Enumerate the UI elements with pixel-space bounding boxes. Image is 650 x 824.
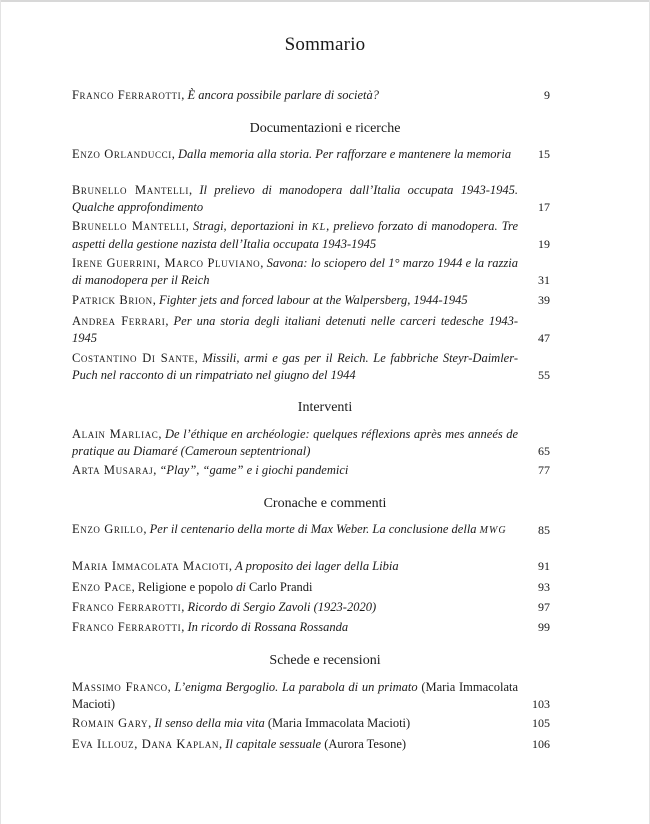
entry-author: Eva Illouz, Dana Kaplan	[72, 737, 219, 751]
entry-page-number: 9	[544, 88, 550, 102]
entry-author: Arta Musaraj	[72, 463, 154, 477]
entry-title: È ancora possibile parlare di società?	[187, 88, 380, 102]
entry-page-number: 93	[538, 580, 550, 594]
toc-entry-text: Arta Musaraj, “Play”, “game” e i giochi pandemici	[72, 463, 349, 477]
entry-author: Patrick Brion	[72, 293, 153, 307]
entry-author: Franco Ferrarotti	[72, 600, 182, 614]
toc-entry-text: Enzo Grillo, Per il centenario della morte di Max Weber. La conclusione della MWG	[72, 522, 507, 536]
entry-page-number: 65	[538, 444, 550, 458]
toc-entry-text: Franco Ferrarotti, È ancora possibile parlare di società?	[72, 88, 380, 102]
toc-entry[interactable]	[72, 462, 550, 479]
entry-title: Missili, armi e gas per il Reich. Le fabbriche Steyr-Daimler-Puch nel racconto di un rimpatriato nel giugno del 1944	[72, 351, 518, 382]
entry-title: Il capitale sessuale	[225, 737, 322, 751]
entry-page-number: 91	[538, 559, 550, 573]
entry-title: Per una storia degli italiani detenuti nelle carceri tedesche 1943-1945	[72, 314, 519, 345]
entry-page-number: 17	[538, 200, 550, 214]
toc-entry-text: Enzo Pace, Religione e popolo di Carlo Prandi	[72, 580, 313, 594]
entry-title-subject: Carlo Prandi	[248, 580, 313, 594]
entry-author: Enzo Orlanducci	[72, 147, 172, 161]
entry-title-part: , prelievo forzato di manodopera. Tre aspetti della gestione nazista dell’Italia occupata 1943-1945	[72, 219, 518, 251]
toc-entry-text: Costantino Di Sante, Missili, armi e gas per il Reich. Le fabbriche Steyr-Daimler-Puch nel racconto di un rimpatriato nel giugno del 1944	[72, 351, 518, 382]
entry-title-part: Per il centenario della morte di Max Weber. La conclusione della	[149, 522, 477, 536]
toc-entry-text: Brunello Mantelli, Stragi, deportazioni in KL, prelievo forzato di manodopera. Tre aspetti della gestione nazista dell’Italia occupata 1943-1945	[72, 219, 518, 251]
toc-entry-text: Franco Ferrarotti, In ricordo di Rossana Rossanda	[72, 620, 349, 634]
entry-author: Maria Immacolata Macioti	[72, 559, 229, 573]
entry-title: Fighter jets and forced labour at the Walpersberg, 1944-1945	[158, 293, 468, 307]
entry-page-number: 31	[538, 273, 550, 287]
entry-title: A proposito dei lager della Libia	[235, 559, 399, 573]
entry-title: “Play”, “game” e i giochi pandemici	[159, 463, 349, 477]
toc-entry[interactable]	[72, 679, 550, 713]
toc-entry-text: Franco Ferrarotti, Ricordo di Sergio Zavoli (1923-2020)	[72, 600, 377, 614]
toc-entry[interactable]	[72, 715, 550, 732]
toc-entry[interactable]	[72, 87, 550, 104]
entry-title-acronym: MWG	[479, 525, 507, 536]
entry-page-number: 39	[538, 293, 550, 307]
toc-entry-text: Alain Marliac, De l’éthique en archéologie: quelques réflexions après mes anneés de pratique au Diamaré (Cameroun septentrional)	[72, 427, 519, 458]
toc-entry-text: Enzo Orlanducci, Dalla memoria alla storia. Per rafforzare e mantenere la memoria	[72, 147, 512, 161]
entry-page-number: 15	[538, 147, 550, 161]
toc-entry[interactable]	[72, 426, 550, 460]
toc-entry-text: Brunello Mantelli, Il prelievo di manodopera dall’Italia occupata 1943-1945. Qualche approfondimento	[72, 183, 519, 214]
entry-title: L’enigma Bergoglio. La parabola di un primato	[174, 680, 418, 694]
entry-author: Romain Gary	[72, 716, 149, 730]
entry-page-number: 19	[538, 237, 550, 251]
toc-entry[interactable]	[72, 292, 550, 309]
toc-entry[interactable]	[72, 218, 550, 253]
entry-author: Massimo Franco	[72, 680, 168, 694]
entry-page-number: 47	[538, 331, 550, 345]
toc-entry-text: Massimo Franco, L’enigma Bergoglio. La parabola di un primato (Maria Immacolata Macioti)	[72, 680, 519, 711]
page-title: Sommario	[284, 34, 366, 55]
toc-entry-text: Andrea Ferrari, Per una storia degli italiani detenuti nelle carceri tedesche 1943-1945	[72, 314, 519, 345]
entry-title: Religione e popolo	[137, 580, 233, 594]
toc-entry[interactable]	[72, 350, 550, 384]
entry-title: Dalla memoria alla storia. Per rafforzare e mantenere la memoria	[178, 147, 512, 161]
entry-author: Andrea Ferrari	[72, 314, 166, 328]
toc-entry[interactable]	[72, 521, 550, 539]
entry-author: Brunello Mantelli	[72, 219, 186, 233]
section-heading-schede: Schede e recensioni	[269, 653, 381, 668]
entry-title-acronym: KL	[311, 222, 327, 233]
entry-title-part: Stragi, deportazioni in	[192, 219, 308, 233]
entry-reviewer: (Maria Immacolata Macioti)	[72, 680, 519, 711]
entry-page-number: 97	[538, 600, 550, 614]
entry-reviewer: (Maria Immacolata Macioti)	[267, 716, 411, 730]
toc-entry-text: Eva Illouz, Dana Kaplan, Il capitale sessuale (Aurora Tesone)	[72, 737, 407, 751]
section-heading-interventi: Interventi	[297, 400, 353, 415]
entry-title: Savona: lo sciopero del 1° marzo 1944 e la razzia di manodopera per il Reich	[72, 256, 519, 287]
entry-page-number: 85	[538, 523, 550, 537]
toc-entry[interactable]	[72, 736, 550, 753]
entry-author: Franco Ferrarotti	[72, 88, 182, 102]
entry-title: Ricordo di Sergio Zavoli (1923-2020)	[187, 600, 377, 614]
toc-entry[interactable]	[72, 558, 550, 575]
page-top-border	[0, 0, 650, 2]
entry-page-number: 106	[532, 737, 550, 751]
section-heading-cronache: Cronache e commenti	[263, 496, 387, 511]
entry-author: Brunello Mantelli	[72, 183, 189, 197]
entry-reviewer: (Aurora Tesone)	[324, 737, 407, 751]
section-heading-documentazioni: Documentazioni e ricerche	[249, 121, 401, 136]
entry-title: De l’éthique en archéologie: quelques réflexions après mes anneés de pratique au Diamaré (Cameroun septentrional)	[72, 427, 519, 458]
entry-author: Irene Guerrini, Marco Pluviano	[72, 256, 261, 270]
entry-title	[150, 522, 507, 536]
toc-entry-text: Maria Immacolata Macioti, A proposito dei lager della Libia	[72, 559, 399, 573]
toc-entry-text: Irene Guerrini, Marco Pluviano, Savona: lo sciopero del 1° marzo 1944 e la razzia di manodopera per il Reich	[72, 256, 519, 287]
toc-entry[interactable]	[72, 619, 550, 636]
entry-title: Il prelievo di manodopera dall’Italia occupata 1943-1945. Qualche approfondimento	[72, 183, 519, 214]
toc-entry[interactable]	[72, 146, 550, 163]
entry-author: Enzo Grillo	[72, 522, 144, 536]
toc-entry[interactable]	[72, 599, 550, 616]
toc-entry-text: Patrick Brion, Fighter jets and forced labour at the Walpersberg, 1944-1945	[72, 293, 468, 307]
toc-entry[interactable]	[72, 313, 550, 347]
toc-entry[interactable]	[72, 255, 550, 289]
toc-entry-text: Romain Gary, Il senso della mia vita (Maria Immacolata Macioti)	[72, 716, 411, 730]
entry-author: Alain Marliac	[72, 427, 159, 441]
entry-author: Franco Ferrarotti	[72, 620, 182, 634]
entry-author: Costantino Di Sante	[72, 351, 195, 365]
entry-page-number: 99	[538, 620, 550, 634]
entry-page-number: 105	[532, 716, 550, 730]
entry-page-number: 77	[538, 463, 550, 477]
entry-title-preposition: di	[236, 580, 246, 594]
entry-title: In ricordo di Rossana Rossanda	[187, 620, 349, 634]
entry-author: Enzo Pace	[72, 580, 132, 594]
toc-entry[interactable]	[72, 182, 550, 216]
entry-title: Il senso della mia vita	[154, 716, 265, 730]
entry-page-number: 55	[538, 368, 550, 382]
entry-page-number: 103	[532, 697, 550, 711]
toc-entry[interactable]	[72, 579, 550, 596]
